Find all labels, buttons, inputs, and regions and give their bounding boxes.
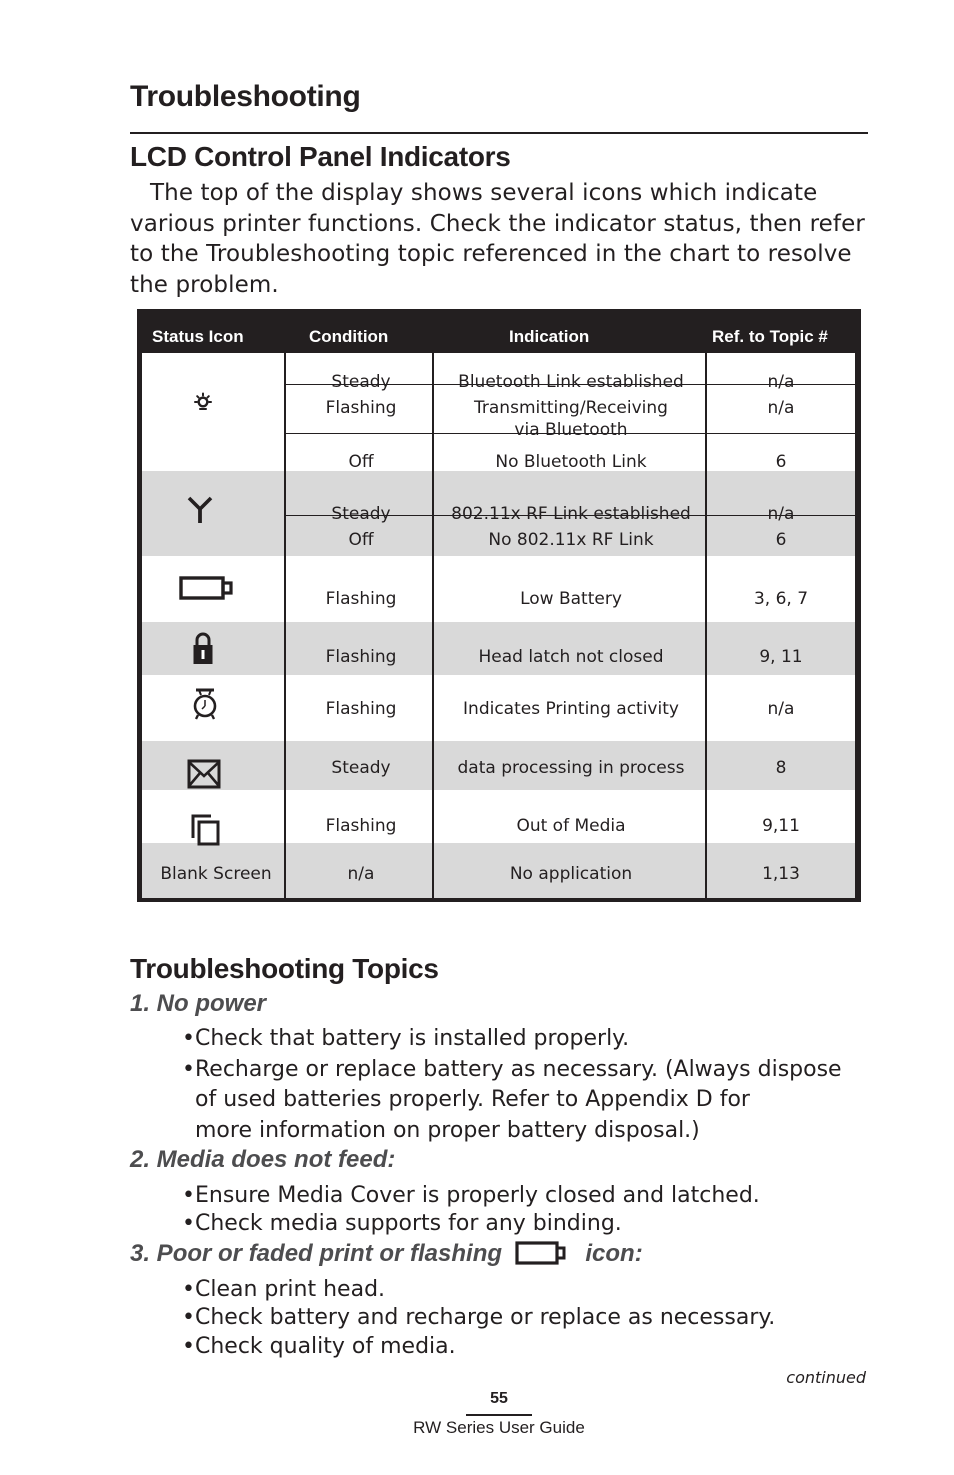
ref-blank: 1,13	[762, 864, 800, 884]
ind-bt-flashing: Transmitting/Receiving	[474, 398, 668, 418]
col-divider-1	[284, 353, 286, 898]
envelope-icon	[187, 759, 221, 793]
antenna-icon	[186, 495, 214, 529]
ind-media: Out of Media	[516, 816, 626, 836]
ref-padlock: 9, 11	[759, 647, 803, 667]
continued-note: continued	[786, 1368, 866, 1387]
ref-envelope: 8	[775, 758, 787, 778]
bluetooth-icon	[192, 392, 214, 418]
ref-clock: n/a	[767, 699, 795, 719]
cond-media: Flashing	[325, 816, 397, 836]
header-indication: Indication	[509, 327, 590, 346]
ind-clock: Indicates Printing activity	[463, 699, 679, 719]
cond-battery: Flashing	[325, 589, 397, 609]
lcd-intro-text: The top of the display shows several icons which indicate various printer functions. Check the indicator status, then refer to the Troubleshooting topic referenced in the chart to resolve the problem.	[130, 180, 865, 298]
ind-bt-flashing-line2: via Bluetooth	[514, 420, 628, 440]
cond-bt-off: Off	[348, 452, 374, 472]
cond-envelope: Steady	[331, 758, 391, 778]
bullet-item: •Check that battery is installed properly.	[182, 1026, 630, 1051]
footer-title: RW Series User Guide	[413, 1418, 585, 1437]
page-title: Troubleshooting	[130, 80, 361, 113]
alarm-clock-icon	[191, 686, 219, 726]
status-blank-screen: Blank Screen	[160, 864, 272, 884]
ref-bt-off: 6	[775, 452, 787, 472]
lcd-intro-paragraph	[130, 178, 870, 300]
ind-rf-off: No 802.11x RF Link	[488, 530, 654, 550]
cond-bt-steady: Steady	[331, 372, 391, 392]
cond-blank: n/a	[347, 864, 375, 884]
topic-1-title: 1. No power	[130, 990, 267, 1017]
ref-rf-steady: n/a	[767, 504, 795, 524]
header-status-icon: Status Icon	[152, 327, 244, 346]
battery-icon	[179, 575, 233, 605]
media-pages-icon	[191, 814, 221, 850]
ind-battery: Low Battery	[520, 589, 622, 609]
topics-heading: Troubleshooting Topics	[130, 953, 439, 984]
cond-bt-flashing: Flashing	[325, 398, 397, 418]
ind-bt-off: No Bluetooth Link	[495, 452, 647, 472]
ref-battery: 3, 6, 7	[753, 589, 809, 609]
cond-rf-steady: Steady	[331, 504, 391, 524]
topic-2-title: 2. Media does not feed:	[130, 1146, 396, 1173]
table-body	[142, 353, 855, 898]
ind-blank: No application	[509, 864, 633, 884]
title-rule	[130, 132, 868, 134]
topic-3-title: 3. Poor or faded print or flashing icon:	[130, 1240, 643, 1273]
header-condition: Condition	[309, 327, 389, 346]
ref-media: 9,11	[762, 816, 800, 836]
bullet-item: •Recharge or replace battery as necessary. (Always dispose	[182, 1057, 842, 1082]
bullet-continuation: of used batteries properly. Refer to Appendix D for	[195, 1087, 750, 1112]
indicator-table	[137, 309, 861, 902]
ref-bt-steady: n/a	[767, 372, 795, 392]
bullet-item: •Check quality of media.	[182, 1334, 456, 1359]
cond-padlock: Flashing	[325, 647, 397, 667]
header-ref-topic: Ref. to Topic #	[712, 327, 828, 346]
padlock-icon	[192, 631, 214, 669]
bullet-item: •Check battery and recharge or replace as necessary.	[182, 1305, 776, 1330]
cond-rf-off: Off	[348, 530, 374, 550]
bullet-item: •Check media supports for any binding.	[182, 1211, 622, 1236]
lcd-section-heading: LCD Control Panel Indicators	[130, 141, 511, 172]
battery-icon	[515, 1240, 567, 1273]
ind-rf-steady: 802.11x RF Link established	[451, 504, 691, 524]
ref-rf-off: 6	[775, 530, 787, 550]
cond-clock: Flashing	[325, 699, 397, 719]
page-number-rule	[466, 1414, 532, 1416]
bullet-continuation: more information on proper battery disposal.)	[195, 1118, 700, 1143]
bullet-item: •Clean print head.	[182, 1277, 386, 1302]
ind-bt-steady: Bluetooth Link established	[458, 372, 684, 392]
bullet-item: •Ensure Media Cover is properly closed and latched.	[182, 1183, 760, 1208]
ind-envelope: data processing in process	[457, 758, 685, 778]
ind-padlock: Head latch not closed	[478, 647, 664, 667]
ref-bt-flashing: n/a	[767, 398, 795, 418]
page-number: 55	[490, 1390, 508, 1407]
